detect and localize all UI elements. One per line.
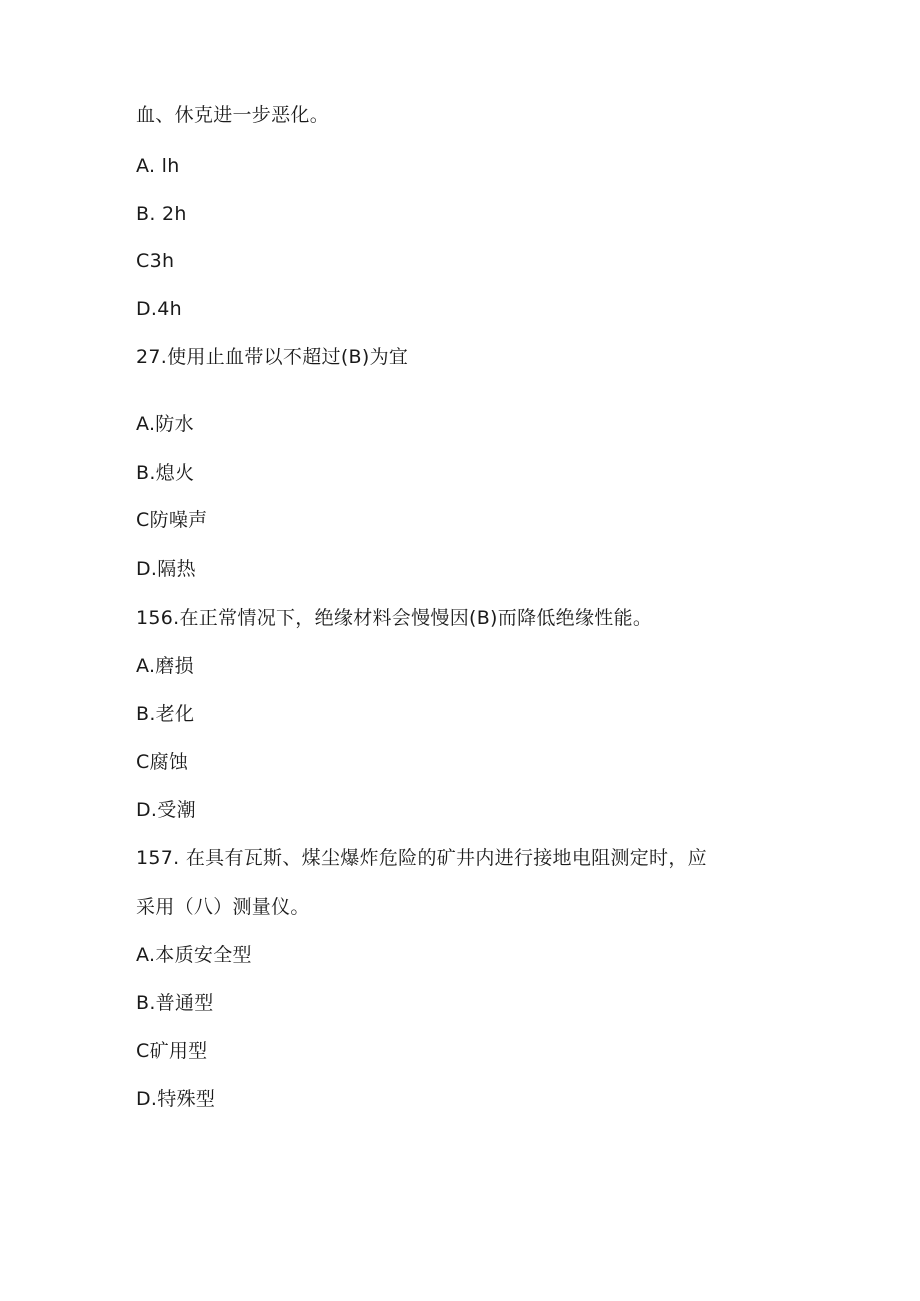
option-c: C3h xyxy=(136,250,175,272)
option-d: D.特殊型 xyxy=(136,1088,216,1110)
option-b: B. 2h xyxy=(136,203,187,225)
option-b: B.熄火 xyxy=(136,462,195,484)
question-27: 27.使用止血带以不超过(B)为宜 xyxy=(136,346,409,368)
option-c: C腐蚀 xyxy=(136,751,189,773)
question-157-continuation: 采用（八）测量仪。 xyxy=(136,896,310,918)
option-d: D.隔热 xyxy=(136,558,196,580)
option-a: A.本质安全型 xyxy=(136,944,252,966)
question-157: 157. 在具有瓦斯、煤尘爆炸危险的矿井内进行接地电阻测定时，应 xyxy=(136,847,707,869)
option-c: C防噪声 xyxy=(136,509,208,531)
option-b: B.普通型 xyxy=(136,992,214,1014)
question-156: 156.在正常情况下，绝缘材料会慢慢因(B)而降低绝缘性能。 xyxy=(136,607,653,629)
option-b: B.老化 xyxy=(136,703,195,725)
option-c: C矿用型 xyxy=(136,1040,208,1062)
option-d: D.受潮 xyxy=(136,799,196,821)
option-a: A.磨损 xyxy=(136,655,194,677)
text-line-continuation: 血、休克进一步恶化。 xyxy=(136,104,330,126)
option-d: D.4h xyxy=(136,298,183,320)
option-a: A.防水 xyxy=(136,413,194,435)
option-a: A. lh xyxy=(136,155,180,177)
